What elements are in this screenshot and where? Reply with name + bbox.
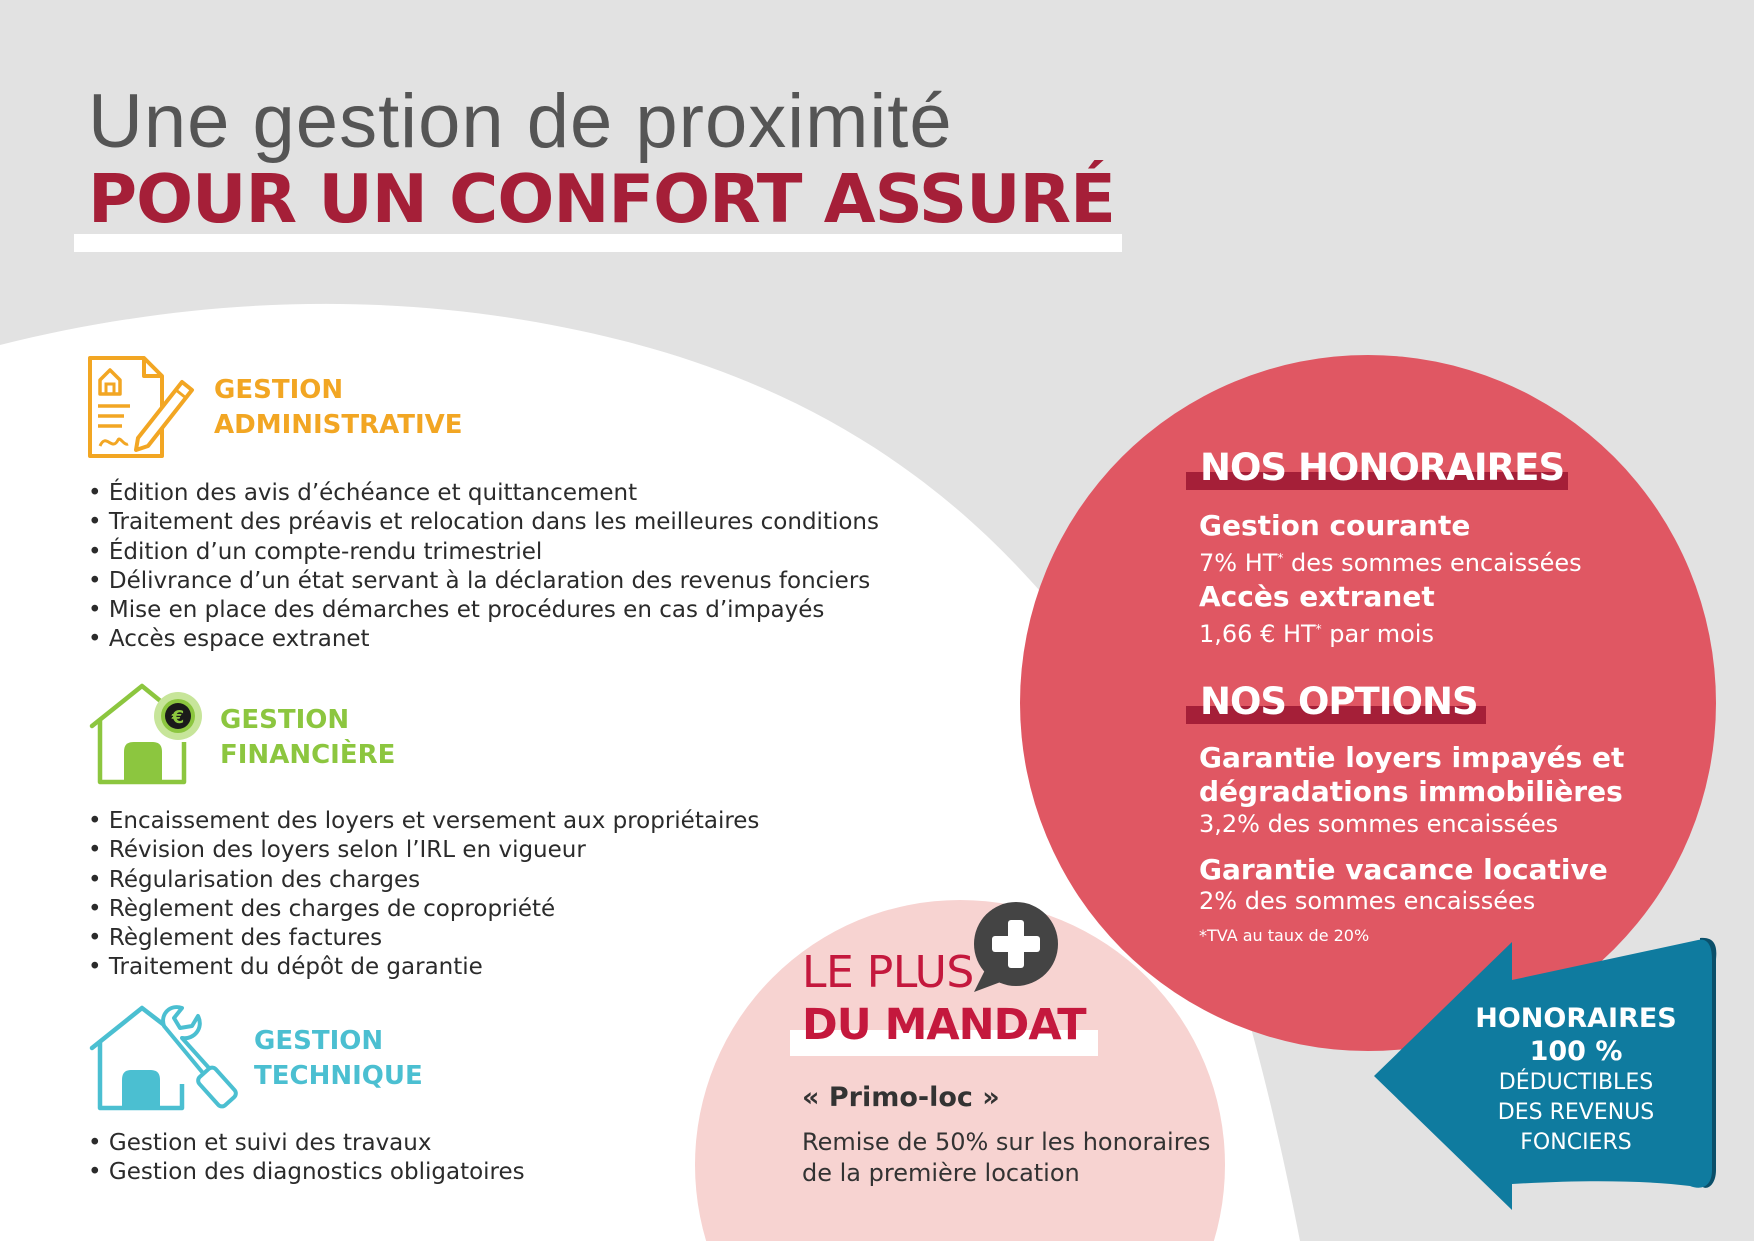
section-title-tech (254, 1024, 423, 1094)
list-item: • Accès espace extranet (88, 625, 879, 654)
page-title-light: Une gestion de proximité (88, 79, 953, 164)
option-name-line2: dégradations immobilières (1199, 775, 1623, 808)
fee-asterisk: * (1277, 551, 1284, 565)
house-wrench-icon (86, 1004, 238, 1112)
ribbon-line3: DÉDUCTIBLES (1498, 1070, 1654, 1095)
list-item: • Régularisation des charges (88, 866, 759, 895)
list-item: • Gestion et suivi des travaux (88, 1129, 525, 1158)
fee-asterisk: * (1315, 622, 1322, 636)
ribbon-text (1470, 1002, 1682, 1158)
fee-name: Gestion courante (1199, 509, 1471, 542)
option-desc: 2% des sommes encaissées (1199, 887, 1536, 915)
options-heading (1186, 680, 1486, 723)
fee-value: 7% HT (1199, 549, 1278, 577)
ribbon-line4: DES REVENUS (1497, 1100, 1655, 1125)
options-heading-text: NOS OPTIONS (1200, 680, 1478, 723)
section-title-finance (220, 703, 395, 773)
house-euro-icon (86, 682, 206, 786)
offer-description-line2: de la première location (802, 1159, 1080, 1187)
option-desc: 3,2% des sommes encaissées (1199, 810, 1559, 838)
list-item: • Édition d’un compte-rendu trimestriel (88, 538, 879, 567)
section-title-finance-line2: FINANCIÈRE (220, 740, 396, 770)
ribbon-line5: FONCIERS (1520, 1130, 1632, 1155)
fees-heading (1186, 446, 1568, 489)
tech-list (88, 1129, 525, 1188)
page-subtitle: POUR UN CONFORT ASSURÉ (88, 160, 1115, 238)
section-title-admin-line2: ADMINISTRATIVE (214, 410, 463, 440)
tax-footnote: *TVA au taux de 20% (1199, 926, 1370, 945)
fee-desc (1199, 614, 1434, 649)
list-item: • Gestion des diagnostics obligatoires (88, 1158, 525, 1187)
section-title-finance-line1: GESTION (220, 705, 350, 735)
offer-description (802, 1127, 1210, 1189)
ribbon-line1: HONORAIRES (1475, 1003, 1677, 1034)
plus-heading-line2 (790, 1000, 1098, 1056)
admin-list (88, 479, 879, 655)
ribbon-line2: 100 % (1529, 1036, 1623, 1067)
finance-list (88, 807, 759, 983)
fee-desc (1199, 543, 1582, 578)
option-name: Garantie vacance locative (1199, 853, 1608, 886)
fee-suffix: par mois (1321, 620, 1434, 648)
option-name-line1: Garantie loyers impayés et (1199, 741, 1625, 774)
plus-heading-line1: LE PLUS (802, 947, 974, 998)
section-title-tech-line1: GESTION (254, 1026, 384, 1056)
offer-description-line1: Remise de 50% sur les honoraires (802, 1128, 1211, 1156)
document-pen-icon (86, 356, 198, 460)
list-item: • Traitement du dépôt de garantie (88, 953, 759, 982)
fee-name: Accès extranet (1199, 580, 1435, 613)
list-item: • Mise en place des démarches et procédures en cas d’impayés (88, 596, 879, 625)
section-title-admin (214, 373, 463, 443)
plus-bubble-icon (972, 902, 1060, 998)
plus-heading-line2-text: DU MANDAT (802, 1000, 1086, 1050)
option-name (1199, 741, 1624, 809)
section-title-tech-line2: TECHNIQUE (254, 1061, 423, 1091)
offer-title: « Primo-loc » (802, 1082, 1000, 1113)
list-item: • Règlement des charges de copropriété (88, 895, 759, 924)
section-title-admin-line1: GESTION (214, 375, 344, 405)
page-title-bold (74, 160, 1122, 252)
fees-heading-text: NOS HONORAIRES (1200, 446, 1565, 489)
fee-suffix: des sommes encaissées (1283, 549, 1582, 577)
fee-value: 1,66 € HT (1199, 620, 1316, 648)
list-item: • Règlement des factures (88, 924, 759, 953)
list-item: • Édition des avis d’échéance et quittancement (88, 479, 879, 508)
svg-text:€: € (171, 707, 185, 728)
list-item: • Traitement des préavis et relocation dans les meilleures conditions (88, 508, 879, 537)
list-item: • Révision des loyers selon l’IRL en vigueur (88, 836, 759, 865)
list-item: • Délivrance d’un état servant à la déclaration des revenus fonciers (88, 567, 879, 596)
list-item: • Encaissement des loyers et versement aux propriétaires (88, 807, 759, 836)
